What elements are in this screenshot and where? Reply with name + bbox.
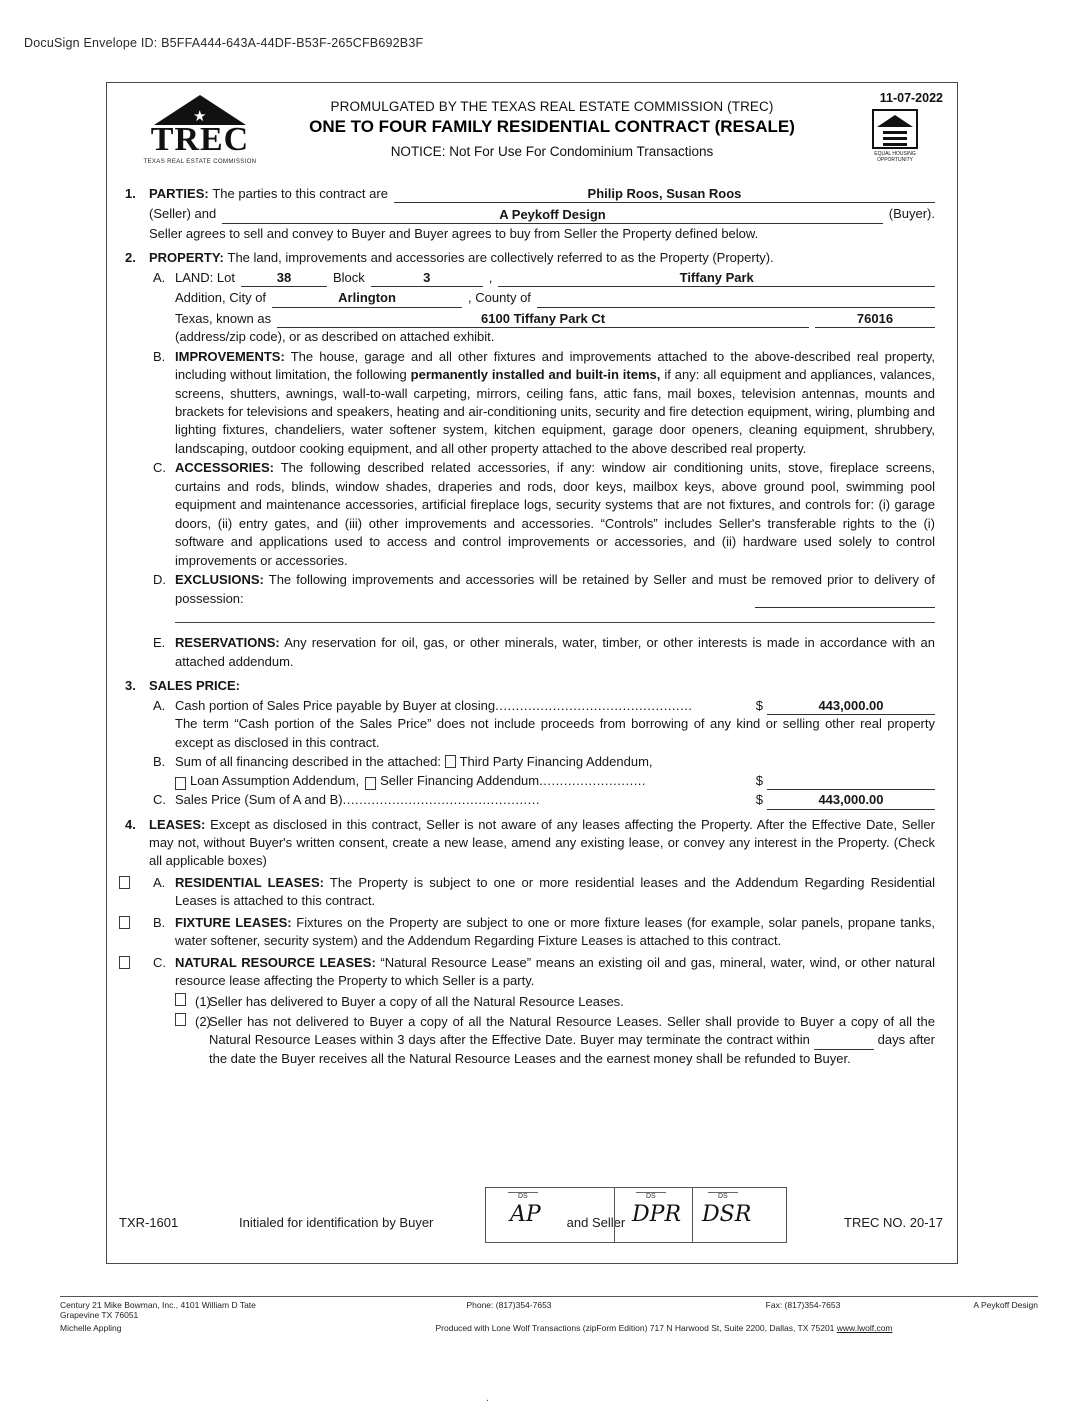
financing-sum-field[interactable] [767,773,935,790]
sales-c-letter: C. [153,792,166,808]
leases-c-label: NATURAL RESOURCE LEASES: [175,954,376,970]
exclusions-label: EXCLUSIONS: [175,572,264,588]
header-title: ONE TO FOUR FAMILY RESIDENTIAL CONTRACT (RESALE) [309,117,795,136]
footer-doc-name: A Peykoff Design [973,1300,1038,1310]
addition-label: Addition, City of [175,290,267,306]
seller-initials-signature-2[interactable]: DSR [702,1202,752,1227]
block-field[interactable]: 3 [371,270,483,287]
lot-field[interactable]: 38 [241,270,327,287]
leases-lead: Except as disclosed in this contract, Seller is not aware of any leases affecting the Property. After the Effective Date, Seller may not, without Buyer's written consent, create a new lease, amend any existing lease, or convey any interest in the Property. (Check all applicable boxes) [149,816,935,869]
parties-lead: The parties to this contract are [212,186,388,201]
header-date: 11-07-2022 [879,91,943,105]
leases-b-text: Fixtures on the Property are subject to one or more fixture leases (for example, solar panels, propane tanks, water softener, security system) and the Addendum Regarding Fixture Leases is attached to this contract. [175,914,935,949]
sales-price-b [149,753,935,790]
reservations-text: Any reservation for oil, gas, or other minerals, water, timber, or other interests is made in accordance with an attached addendum. [175,635,935,669]
sales-price-total-field[interactable]: 443,000.00 [767,792,935,809]
initials-box [485,1187,787,1243]
property-exclusions [149,571,935,628]
leases-c1-text: Seller has delivered to Buyer a copy of all the Natural Resource Leases. [209,993,624,1009]
sales-c-dots: ................................................ [342,792,541,808]
addition-field[interactable]: Tiffany Park [498,270,935,287]
cash-portion-field[interactable]: 443,000.00 [767,698,935,715]
ds-tag-seller-1: DS [646,1193,656,1200]
accessories-letter: C. [153,460,166,476]
third-party-financing-checkbox[interactable] [445,755,456,768]
leases-a-text: The Property is subject to one or more residential leases and the Addendum Regarding Residential Leases is attached to this contract. [175,874,935,909]
equal-housing-logo [863,109,927,163]
exclusions-field-2[interactable] [175,608,935,623]
sales-b-text: Sum of all financing described in the attached: [175,754,441,770]
sales-b-opt2: Loan Assumption Addendum, [190,772,360,788]
property-reservations [149,634,935,671]
trec-logo-subtitle: TEXAS REAL ESTATE COMMISSION [143,159,257,165]
sales-price-number: 3. [125,678,136,694]
contract-frame [106,82,958,1264]
leases-c-letter: C. [153,954,166,970]
header-titles [277,99,827,159]
section-parties [121,185,935,243]
reservations-label: RESERVATIONS: [175,635,280,651]
sales-b-opt1: Third Party Financing Addendum, [459,754,653,770]
sales-a-currency: $ [755,697,763,713]
initials-divider-2 [692,1188,693,1242]
seller-label: (Seller) and [149,206,217,222]
initials-divider-1 [614,1188,615,1242]
leases-c-item-2 [175,1013,935,1068]
house-bar-3 [883,143,907,146]
sales-price-a [149,697,935,752]
equal-housing-caption: EQUAL HOUSING OPPORTUNITY [874,151,916,163]
property-improvements [149,348,935,459]
leases-c [149,954,935,1069]
improvements-letter: B. [153,348,166,364]
section-leases [121,816,935,1069]
section-sales-price [121,677,935,809]
house-icon [872,109,918,149]
header-notice: NOTICE: Not For Use For Condominium Transactions [390,144,714,159]
terminate-days-field[interactable] [814,1033,874,1050]
trec-number: TREC NO. 20-17 [844,1215,943,1230]
house-roof-icon [877,115,913,127]
sales-c-currency: $ [755,792,763,808]
parties-title: PARTIES: [149,186,209,201]
leases-c2-text-b: days after the date the Buyer receives all the Natural Resource Leases and the earnest money shall be refunded to Buyer. [209,1032,935,1066]
leases-title: LEASES: [149,816,206,832]
sales-a-dots: ................................................ [495,697,693,713]
ds-tag-buyer: DS [518,1193,528,1200]
parties-body: Seller agrees to sell and convey to Buyer and Buyer agrees to buy from Seller the Property defined below. [149,225,759,241]
loan-assumption-checkbox[interactable] [175,777,186,790]
accessories-label: ACCESSORIES: [175,460,274,476]
nrl-not-delivered-checkbox[interactable] [175,1013,186,1026]
property-accessories [149,459,935,570]
leases-a-letter: A. [153,874,166,890]
footer-url[interactable]: www.lwolf.com [836,1323,893,1333]
initial-text-1: Initialed for identification by Buyer [239,1215,434,1230]
sales-b-letter: B. [153,754,166,770]
sales-a-note: The term “Cash portion of the Sales Price” does not include proceeds from borrowing of any kind or selling other real property except as disclosed in this contract. [175,716,935,750]
leases-a-label: RESIDENTIAL LEASES: [175,874,324,890]
exclusions-text: The following improvements and accessories will be retained by Seller and must be removed prior to delivery of possession: [175,572,935,606]
improvements-label: IMPROVEMENTS: [175,348,285,364]
leases-c2-num: (2) [195,1014,211,1030]
county-field[interactable] [537,290,935,307]
form-id: TXR-1601 [119,1215,179,1230]
seller-initials-signature-1[interactable]: DPR [632,1202,682,1227]
zip-field[interactable]: 76016 [815,311,935,328]
docusign-envelope-id: DocuSign Envelope ID: B5FFA444-643A-44DF-B53F-265CFB692B3F [24,36,424,50]
sales-a-letter: A. [153,697,166,713]
leases-b [149,914,935,951]
property-number: 2. [125,250,136,266]
land-tail: (address/zip code), or as described on attached exhibit. [175,329,495,345]
property-lead: The land, improvements and accessories are collectively referred to as the Property (Property). [227,250,774,266]
natural-resource-leases-checkbox[interactable] [119,956,130,969]
seller-financing-checkbox[interactable] [365,777,376,790]
page-dot-mark: . [486,1392,490,1404]
address-field[interactable]: 6100 Tiffany Park Ct [277,311,809,328]
leases-a [149,874,935,911]
sales-c-text: Sales Price (Sum of A and B) [175,792,343,808]
house-bar-1 [883,131,907,134]
buyer-label: (Buyer). [888,206,935,222]
contract-body [107,185,957,1068]
trec-logo [135,95,265,165]
sales-price-c [149,791,935,809]
page-footer [60,1296,1038,1333]
nrl-delivered-checkbox[interactable] [175,993,186,1006]
residential-leases-checkbox[interactable] [119,876,130,889]
land-label: LAND: Lot [175,269,235,285]
city-field[interactable]: Arlington [272,290,462,307]
property-land: A. LAND: Lot 38 Block 3 , Tiffany Park Addition, City of Arlington , County of Texas, known as 6100 Tiffany Park Ct 76016 (address/zip code), or as described on attached exhibit. [149,269,935,347]
state-label: Texas, known as [175,310,272,326]
footer-phone: Phone: (817)354-7653 [466,1300,552,1310]
fixture-leases-checkbox[interactable] [119,916,130,929]
header-promulgated: PROMULGATED BY THE TEXAS REAL ESTATE COMMISSION (TREC) [330,99,774,114]
leases-c2-text-a: Seller has not delivered to Buyer a copy of all the Natural Resource Leases. Seller shall provide to Buyer a copy of all the Natural Resource Leases within 3 days after the Effective Date. Buyer may terminate the contract within [209,1014,935,1048]
improvements-text-2: if any: all equipment and appliances, valances, screens, shutters, awnings, wall-to-wall carpeting, mirrors, ceiling fans, attic fans, mail boxes, television antennas, mounts and brackets for televisions and speakers, heating and air-conditioning units, security and fire detection equipment, wiring, plumbing and lighting fixtures, chandeliers, water softener system, kitchen equipment, garage door openers, cleaning equipment, shrubbery, landscaping, outdoor cooking equipment, and all other property attached to the above described real property. [175,367,935,456]
trec-logo-word: TREC [150,121,250,158]
trec-roof-icon [154,95,246,125]
house-bar-2 [883,137,907,140]
footer-brokerage: Century 21 Mike Bowman, Inc., 4101 William D Tate Grapevine TX 76051 [60,1300,256,1320]
sales-b-opt3: Seller Financing Addendum [380,772,540,788]
leases-c-item-1 [175,993,935,1011]
footer-fax: Fax: (817)354-7653 [765,1300,841,1310]
improvements-text-1: The house, garage and all other fixtures and improvements attached to the above-described real property, including without limitation, the following [175,348,935,383]
leases-b-letter: B. [153,914,166,930]
improvements-bold: permanently installed and built-in items, [410,367,661,383]
sales-a-text: Cash portion of Sales Price payable by Buyer at closing [175,697,496,713]
leases-number: 4. [125,816,136,832]
county-label: , County of [468,290,531,306]
document-header [107,83,957,179]
reservations-letter: E. [153,635,166,651]
block-label: Block [332,269,365,285]
form-footer [107,1193,957,1263]
leases-c-text: “Natural Resource Lease” means an existing oil and gas, mineral, water, wind, or other natural resource lease affecting the Property to which Seller is a party. [175,954,935,989]
exclusions-field-1[interactable] [755,591,935,608]
leases-c1-num: (1) [195,993,211,1009]
buyer-initials-signature[interactable]: AP [510,1202,541,1227]
footer-produced: Produced with Lone Wolf Transactions (zipForm Edition) 717 N Harwood St, Suite 2200, Dallas, TX 75201 [435,1323,835,1333]
exclusions-letter: D. [153,572,166,588]
star-icon: ★ [193,108,207,125]
initial-text-2: and Seller [566,1215,626,1230]
property-title: PROPERTY: [149,250,224,266]
ds-tag-seller-2: DS [718,1193,728,1200]
footer-agent: Michelle Appling [60,1323,122,1333]
leases-b-label: FIXTURE LEASES: [175,914,292,930]
parties-number: 1. [125,186,136,201]
land-letter: A. [153,269,166,285]
sales-price-title: SALES PRICE: [149,678,241,694]
sales-b-dots: .......................... [539,772,647,788]
buyer-name-field[interactable]: A Peykoff Design [222,207,883,224]
seller-name-field[interactable]: Philip Roos, Susan Roos [394,186,935,203]
section-property [121,249,935,671]
accessories-text: The following described related accessories, if any: window air conditioning units, stove, fireplace screens, curtains and rods, blinds, window shades, draperies and rods, door keys, mailbox keys, above ground pool, swimming pool equipment and maintenance accessories, artificial fireplace logs, security systems that are not fixtures, and controls for: (i) garage doors, (ii) entry gates, and (iii) other improvements and accessories. “Controls” includes Seller's transferable rights to the (i) software and applications used to access and control improvements or accessories, and (ii) hardware used solely to control improvements or accessories. [175,460,935,568]
sales-b-currency: $ [755,772,763,788]
